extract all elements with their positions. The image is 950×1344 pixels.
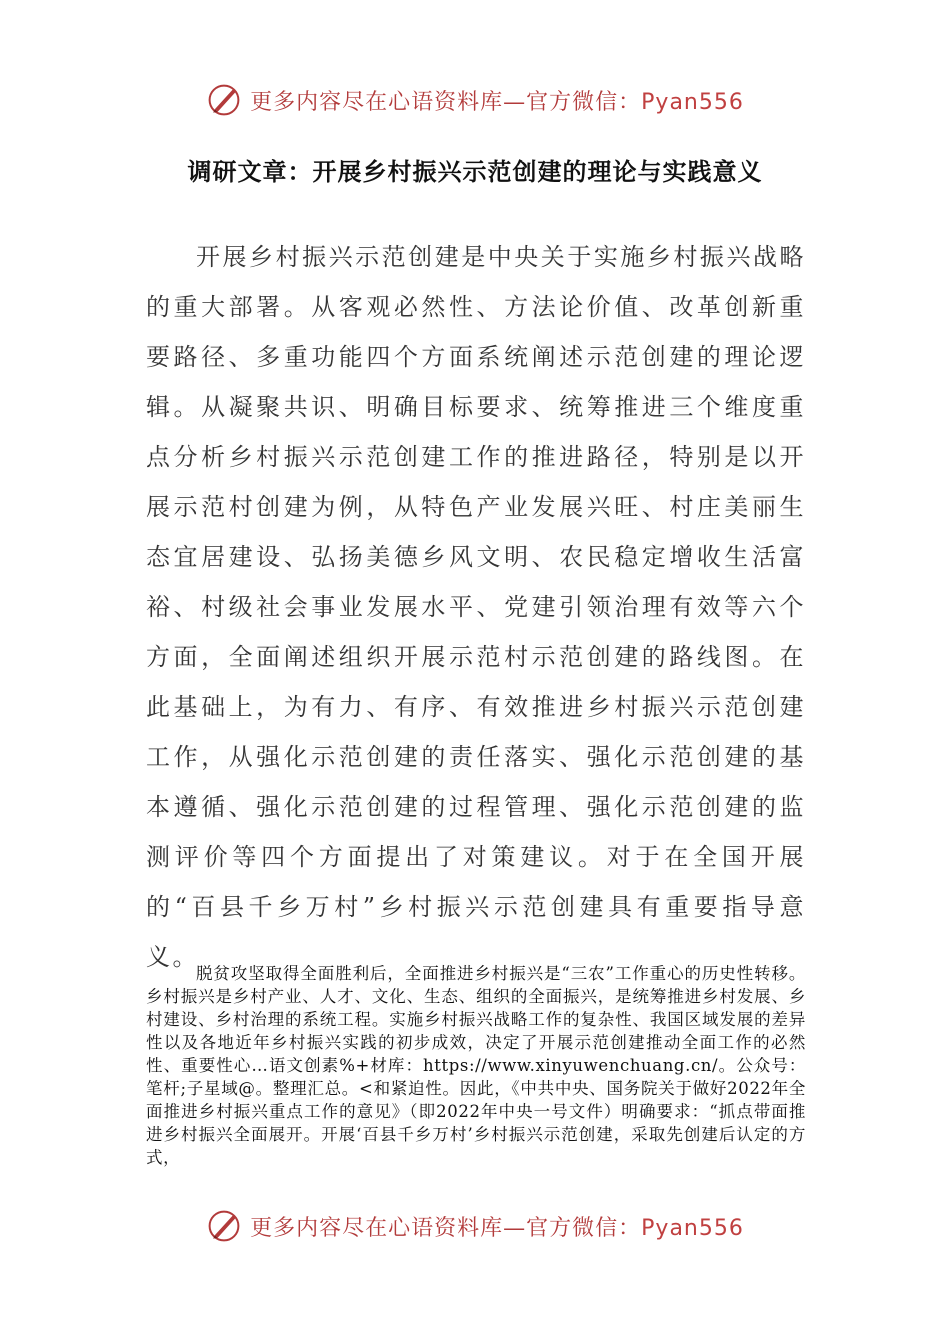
pen-logo-icon: [206, 1208, 242, 1244]
watermark-footer: [0, 1208, 950, 1244]
pen-logo-icon: [206, 82, 242, 118]
watermark-text: [250, 1211, 744, 1242]
abstract-paragraph: 开展乡村振兴示范创建是中央关于实施乡村振兴战略的重大部署。从客观必然性、方法论价值、改革创新重要路径、多重功能四个方面系统阐述示范创建的理论逻辑。从凝聚共识、明确目标要求、统筹推进三个维度重点分析乡村振兴示范创建工作的推进路径，特别是以开展示范村创建为例，从特色产业发展兴旺、村庄美丽生态宜居建设、弘扬美德乡风文明、农民稳定增收生活富裕、村级社会事业发展水平、党建引领治理有效等六个方面，全面阐述组织开展示范村示范创建的路线图。在此基础上，为有力、有序、有效推进乡村振兴示范创建工作，从强化示范创建的责任落实、强化示范创建的基本遵循、强化示范创建的过程管理、强化示范创建的监测评价等四个方面提出了对策建议。对于在全国开展的“百县千乡万村”乡村振兴示范创建具有重要指导意义。: [146, 243, 806, 971]
watermark-text: [250, 85, 744, 116]
body-paragraph: 脱贫攻坚取得全面胜利后，全面推进乡村振兴是“三农”工作重心的历史性转移。乡村振兴是乡村产业、人才、文化、生态、组织的全面振兴，是统筹推进乡村发展、乡村建设、乡村治理的系统工程。实施乡村振兴战略工作的复杂性、我国区域发展的差异性以及各地近年乡村振兴实践的初步成效，决定了开展示范创建推动全面工作的必然性、重要性心…语文创素%+材库：https://www.xinyuwenchuang.cn/。公众号：笔杆;子星域@。整理汇总。<和紧迫性。因此，《中共中央、国务院关于做好2022年全面推进乡村振兴重点工作的意见》（即2022年中央一号文件）明确要求：“抓点带面推进乡村振兴全面展开。开展‘百县千乡万村’乡村振兴示范创建，采取先创建后认定的方式，: [146, 964, 806, 1167]
watermark-header: [0, 82, 950, 118]
watermark-wechat-id: Pyan556: [641, 89, 744, 115]
watermark-main: 更多内容尽在心语资料库—官方微信：: [250, 1215, 642, 1241]
watermark-wechat-id: Pyan556: [641, 1215, 744, 1241]
watermark-main: 更多内容尽在心语资料库—官方微信：: [250, 89, 642, 115]
document-title: 调研文章：开展乡村振兴示范创建的理论与实践意义: [187, 157, 763, 186]
